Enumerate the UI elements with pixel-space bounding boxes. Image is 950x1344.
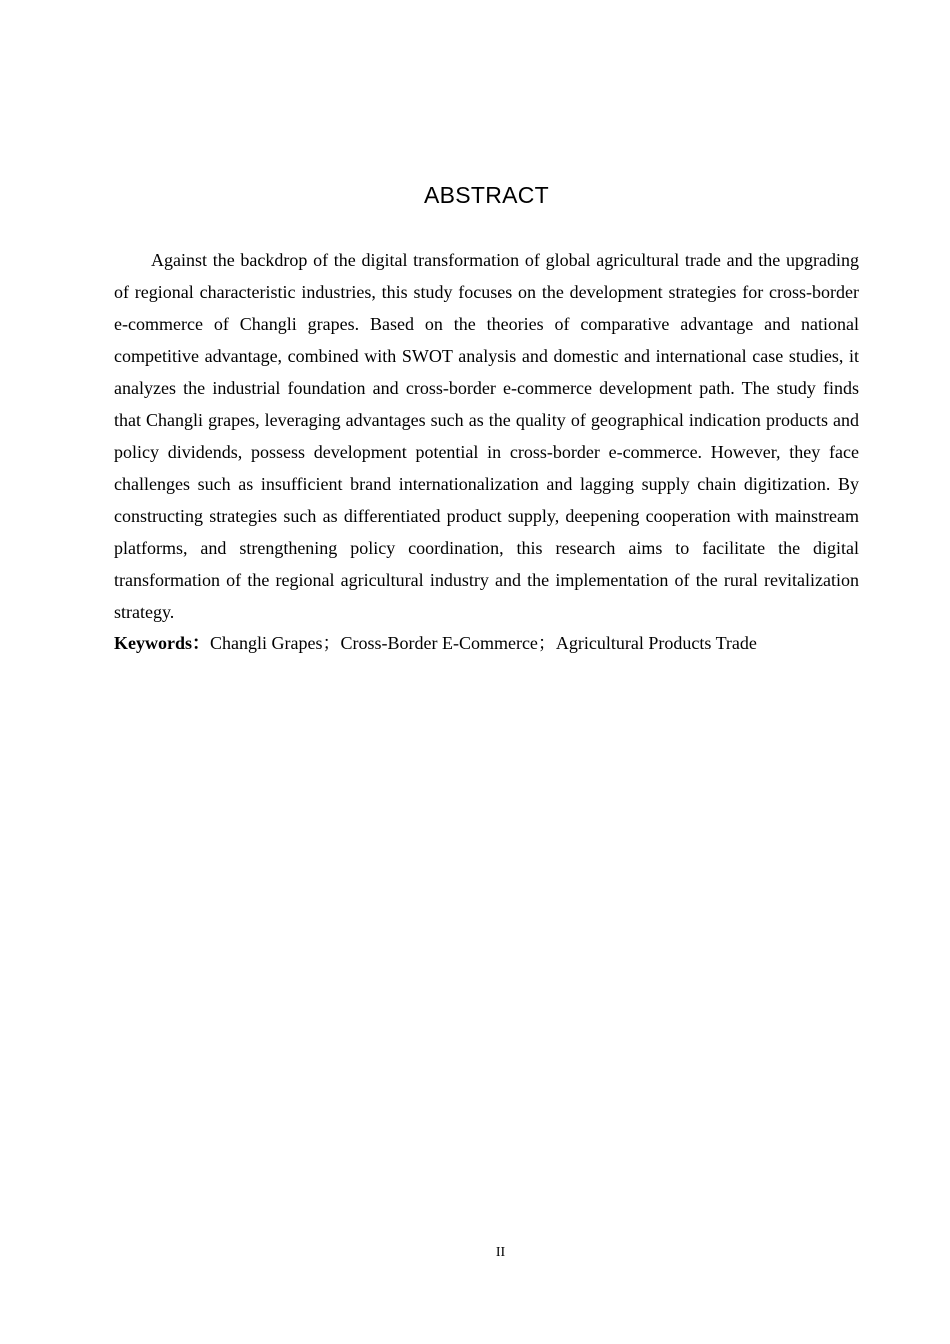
keywords-label: Keywords：: [114, 633, 210, 653]
keywords-text: Changli Grapes；Cross-Border E-Commerce；Agricultural Products Trade: [210, 633, 757, 653]
keywords-line: [114, 627, 874, 659]
page-number: II: [495, 1245, 506, 1260]
abstract-paragraph: Against the backdrop of the digital transformation of global agricultural trade and the upgrading of regional characteristic industries, this study focuses on the development strategies for cross-border e-commerce of Changli grapes. Based on the theories of comparative advantage and national competitive advantage, combined with SWOT analysis and domestic and international case studies, it analyzes the industrial foundation and cross-border e-commerce development path. The study finds that Changli grapes, leveraging advantages such as the quality of geographical indication products and policy dividends, possess development potential in cross-border e-commerce. However, they face challenges such as insufficient brand internationalization and lagging supply chain digitization. By constructing strategies such as differentiated product supply, deepening cooperation with mainstream platforms, and strengthening policy coordination, this research aims to facilitate the digital transformation of the regional agricultural industry and the implementation of the rural revitalization strategy.: [114, 250, 859, 622]
abstract-title: ABSTRACT: [423, 182, 550, 208]
